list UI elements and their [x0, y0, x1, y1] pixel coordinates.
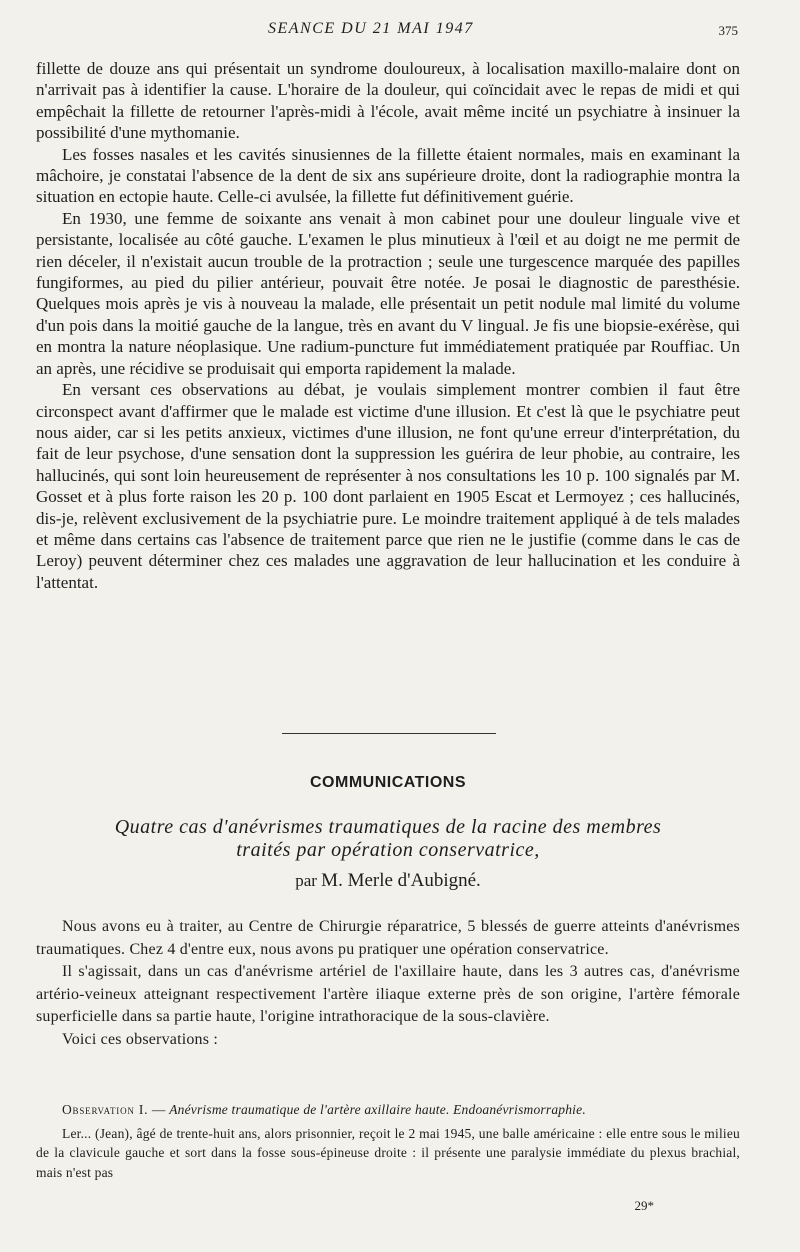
section-heading: COMMUNICATIONS [309, 774, 467, 791]
observation-text: Ler... (Jean), âgé de trente-huit ans, alors prisonnier, reçoit le 2 mai 1945, une balle américaine : elle entre sous le milieu de la clavicule gauche et sort dans la fosse sous-épineuse droite : il présente une paralysie immédiate du plexus brachial, mais n'est pas [36, 1125, 740, 1180]
author-name: M. Merle d'Aubigné. [321, 870, 481, 891]
paragraph: Voici ces observations : [62, 1030, 219, 1048]
body-text [36, 58, 740, 593]
observation-block [36, 1100, 740, 1186]
page-number: 375 [718, 23, 738, 38]
observation-title: Anévrisme traumatique de l'artère axillaire haute. Endoanévrismorraphie. [169, 1102, 586, 1117]
observation-heading [36, 1100, 740, 1120]
paragraph: Les fosses nasales et les cavités sinusiennes de la fillette étaient normales, mais en examinant la mâchoire, je constatai l'absence de la dent de six ans supérieure droite, dont la radiographie montra la situation en ectopie haute. Celle-ci avulsée, la fillette fut définitivement guérie. [36, 144, 740, 207]
paragraph: Nous avons eu à traiter, au Centre de Chirurgie réparatrice, 5 blessés de guerre atteints d'anévrismes traumatiques. Chez 4 d'entre eux, nous avons pu pratiquer une opération conservatrice. [36, 918, 740, 958]
paragraph: Il s'agissait, dans un cas d'anévrisme artériel de l'axillaire haute, dans les 3 autres cas, d'anévrisme artério-veineux atteignant respectivement l'artère iliaque externe près de son origine, l'artère fémorale superficielle dans sa partie haute, l'origine intrathoracique de la sous-clavière. [36, 963, 740, 1025]
paragraph: En 1930, une femme de soixante ans venait à mon cabinet pour une douleur linguale vive et persistante, localisée au côté gauche. L'examen le plus minutieux à l'œil et au doigt ne me permit de rien déceler, il n'existait aucun trouble de la protraction ; seule une turgescence marquée des papilles fungiformes, au pied du pilier antérieur, pouvait être notée. Je posai le diagnostic de paresthésie. Quelques mois après je vis à nouveau la malade, elle présentait un petit nodule mal limité du volume d'un pois dans la moitié gauche de la langue, très en avant du V lingual. Je fis une biopsie-exérèse, qui en montra la nature néoplasique. Une radium-puncture fut immédiatement pratiquée par Rouffiac. Un an après, une récidive se produisait qui emporta rapidement la malade. [36, 208, 740, 378]
byline-prefix: par [295, 871, 317, 890]
running-head [36, 20, 740, 42]
section-divider [282, 733, 496, 734]
article-text [36, 916, 740, 1051]
paragraph: En versant ces observations au débat, je voulais simplement montrer combien il faut être circonspect avant d'affirmer que le malade est victime d'une illusion. Et c'est là que le psychiatre peut nous aider, car si les petits anxieux, victimes d'une illusion, ne font qu'une erreur d'interprétation, du fait de leur psychose, d'une sensation dont la suppression les guérira de leur phobie, au contraire, les hallucinés, qui sont loin heureusement de représenter à nos consultations les 10 p. 100 signalés par M. Gosset et à plus forte raison les 20 p. 100 dont parlaient en 1905 Escat et Lermoyez ; ces hallucinés, dis-je, relèvent exclusivement de la psychiatrie pure. Le moindre traitement appliqué à de tels malades et même dans certains cas l'absence de traitement parce que rien ne le justifie (comme dans le cas de Leroy) peuvent déterminer chez ces malades une aggravation de leur hallucination et les conduire à l'attentat. [36, 380, 740, 592]
byline [36, 870, 740, 892]
signature-mark: 29* [634, 1198, 654, 1213]
running-title: SEANCE DU 21 MAI 1947 [268, 20, 474, 37]
observation-label: Observation I. [62, 1102, 149, 1117]
article-title-line: traités par opération conservatrice, [236, 839, 540, 861]
observation-dash: — [151, 1102, 166, 1117]
paragraph: fillette de douze ans qui présentait un syndrome douloureux, à localisation maxillo-malaire dont on n'arrivait pas à identifier la cause. L'horaire de la douleur, qui coïncidait avec le repas de midi et qui empêchait la fillette de retourner l'après-midi à l'école, avait même incité un psychiatre à insinuer la possibilité d'une mythomanie. [36, 59, 740, 143]
article-title [36, 816, 740, 862]
article-title-line: Quatre cas d'anévrismes traumatiques de la racine des membres [114, 816, 662, 838]
